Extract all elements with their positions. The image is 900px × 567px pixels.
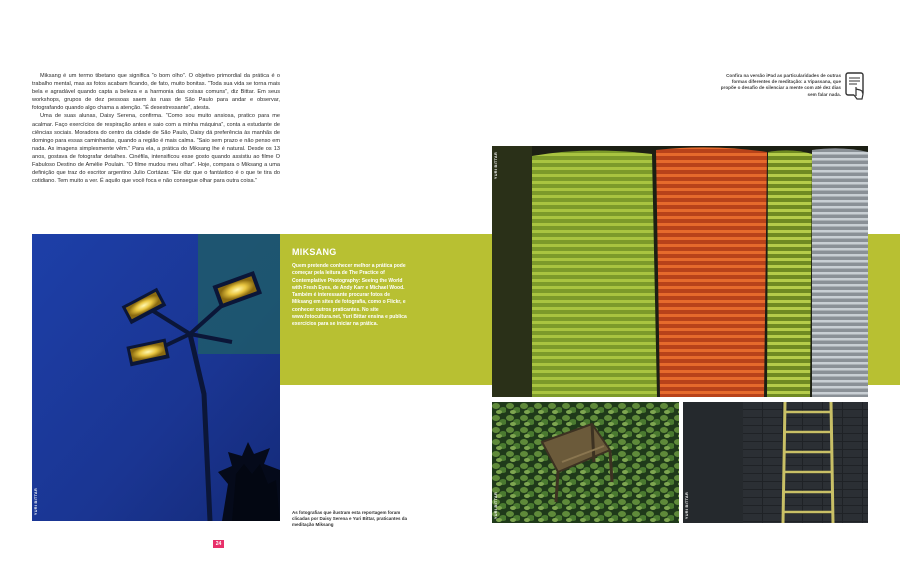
photo-credit-ladder: YURI BITTAR	[685, 491, 689, 519]
article-text	[32, 72, 280, 185]
photo-credit-plates: YURI BITTAR	[494, 152, 498, 180]
ipad-touch-icon	[845, 72, 867, 100]
stacked-plates-photo	[492, 146, 868, 397]
photo-caption: As fotografias que ilustram esta reportagem foram clicadas por Daisy Serena e Yuri Bittar, praticantes da meditação Miksang	[292, 510, 407, 527]
bench-in-ivy-photo	[492, 402, 679, 523]
ladder-on-wall-photo	[683, 402, 868, 523]
street-lamp-photo	[32, 234, 280, 521]
article-paragraph-1: Miksang é um termo tibetano que significa “o bom olho”. O objetivo primordial da prática é o trabalho mental, mas as fotos acabam ficando, de fato, muito bonitas. “Toda sua vida se torna mais bela e agradável quando capta a beleza e a harmonia das coisas comuns”, diz Bittar. Em seus workshops, grupos de dez pessoas saem às ruas de São Paulo para andar e observar, fotografando quando algo chama a atenção. “É desestressante”, atesta.	[32, 73, 280, 112]
sidebar-body: Quem pretende conhecer melhor a prática pode começar pela leitura de The Practice of Contemplative Photography: Seeing the World with Fresh Eyes, de Andy Karr e Michael Wood. Também é interessante procurar fotos de Miksang em sites de fotografia, como o Flickr, e conhecer outros praticantes. No site www.fotocultura.net, Yuri Bittar ensina e publica exercícios para se iniciar na prática.	[292, 263, 407, 328]
photo-credit-bench: YURI BITTAR	[494, 491, 498, 519]
ipad-note: Confira na versão iPad as particularidades de outras formas diferentes de meditação: a Vipassana, que propõe o desafio de silenciar a mente com até dez dias sem falar nada.	[720, 73, 841, 97]
sidebar-box	[292, 247, 410, 329]
page-number: 24	[213, 540, 224, 548]
photo-credit-lamp: YURI BITTAR	[34, 487, 38, 515]
article-paragraph-2: Uma de suas alunas, Daisy Serena, confirma. “Como sou muito ansiosa, pratico para me acalmar. Faço exercícios de respiração antes e saio com a minha máquina”, conta a estudante de ciências sociais. Moradora do centro da cidade de São Paulo, Daisy dá preferência às manhãs de domingo para essas caminhadas, quando a região é mais calma. “Saio sem prazo e não penso em nada. As imagens simplesmente vêm.” Para ela, a prática do Miksang lhe é natural. Desde os 13 anos, gostava de fotografar detalhes. Cinéfila, intensificou esse gosto quando assistiu ao filme O Fabuloso Destino de Amélie Poulain. “O filme mudou meu olhar”. Hoje, compara o Miksang a uma definição que traz do escritor argentino Julio Cortázar. “Ele diz que o fantástico é o que te tira do cotidiano. Tem muito a ver. É aquilo que você foca e não consegue olhar para outra coisa.”	[32, 113, 280, 185]
sidebar-title: MIKSANG	[292, 247, 337, 257]
